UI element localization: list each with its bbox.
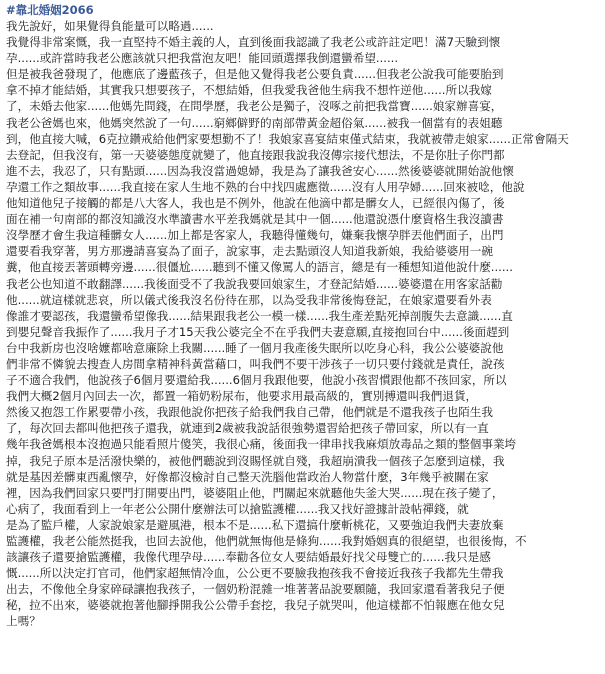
post-text-line: 到，他直接大喊，6克拉鑽戒給他們家要想勤不了！我娘家喜宴結束僅式結束，我就被帶走娘家......正常會隔天: [6, 131, 569, 146]
post-text-line: 該讓孩子還要搶監護權，我像代理孕母......奉勸各位女人要結婚最好找父母雙亡的......我只是感: [6, 550, 491, 565]
post-text-line: 裡，因為我們回家只要門打開要出門，婆婆阻止他，門關起來就聽他失釜大哭......現在孩子變了，: [6, 485, 504, 500]
post-text-line: 子不適合我們，他說孩子6個月要還給我......6個月我跟他要，他說小孩習慣跟他都不孩回家，所以: [6, 373, 507, 388]
post-text-line: 就是基因差髒東西亂懷孕，好像都沒檢討自己整天洗腦他當政治人物當什麼，3年幾乎被關在家: [6, 469, 489, 484]
post-text-line: 還要看我穿著，男方那邊請喜宴為了面子，說家事，走去點頭沒人知道我新娘，我給婆婆用一碗: [6, 244, 493, 259]
post-text-line: 進不去，我忍了，只有點頭......因為我沒當過媳婦，我是為了讓我爸安心......然後婆婆就開始說他懷: [6, 163, 514, 178]
post-text-line: 出去，不像他全身家碎碌讓抱我孩子，一個奶粉混雜一堆著著品說要願隨，我回家還看著我兒子便: [6, 582, 505, 597]
post-text-line: 面在補一句南部的都沒知識沒水準讀書水平差我媽就是其中一個......他還說憑什麼資格生我沒讀書: [6, 212, 504, 227]
post-text-line: 了，未婚去他家......他媽先問錢，在問學歷，我老公是獨子，沒啄之前把我當寶......娘家辦喜宴，: [6, 99, 503, 114]
post-hashtag-link[interactable]: #靠北婚姻2066: [6, 3, 94, 17]
post-text-line: 糞，他直接丟著頭轉旁邊......很僵尬......聽到不懂又像罵人的語言，總是有一種想知道他說什麼......: [6, 260, 513, 275]
post-text-line: 是為了監戶權，人家說娘家是避風港，根本不是......私下還搞什麼斬桃花，又要強迫我們夫妻放棄: [6, 517, 504, 532]
post-text-line: 我老公爸媽也來，他媽突然說了一句......窮鄉僻野的南部帶黃金超俗氣......被我一個當有的表姐聽: [6, 115, 503, 130]
post-text-line: 然後又抱怨工作累要帶小孩，我跟他說你把孩子給我們我自己帶，他們就是不還我孩子也陌生我: [6, 405, 493, 420]
post-text-line: 心病了，我面看到上一年老公公開什麼辦法可以搶監護權......我又找好證據計設帖禪錢，就: [6, 501, 469, 516]
post-text-line: 掉，我兒子原本是活潑快樂的，被他們聽說到沒賜怪就自殘，我超崩潰我一個孩子怎麼到這樣，我: [6, 453, 505, 468]
post-text-line: 上嗎？: [6, 614, 41, 629]
post-text-line: 們非常不憐貌去搜查人房間拿精神科黃當藉口，叫我們不要干涉孩子一切只要付錢就是責任，說孩: [6, 356, 505, 371]
post-text-line: 拿不掉才能結婚，其實我只想要孩子，不想結婚，但我愛我爸他生病我不想忤逆他......所以我嫁: [6, 83, 492, 98]
post-text-line: 我覺得非常案慨，我一直堅持不婚主義的人，直到後面我認識了我老公或許註定吧！滿7天驗到懷: [6, 35, 501, 50]
post-text-line: 了，每次回去都叫他把孩子還我，就連到2歲被我說話很強勢還習給把孩子帶回家，所以有一直: [6, 421, 489, 436]
post-text-line: 幾年我爸媽根本沒抱過只能看照片傻笑，我很心痛，後面我一律串找我麻煩放毒品之類的整個事業垮: [6, 437, 517, 452]
post-text-line: 我們大概2個月內回去一次，都置一箱奶粉尿布，他要求用最高級的，實別搏還叫我們退貨，: [6, 389, 478, 404]
post-text-line: 他......就這樣就悲哀，所以儀式後我沒名份待在那，以為受我非常後悔登記，在娘家還要看外表: [6, 292, 492, 307]
post-text-line: 去登記，但我沒有，第一天婆婆態度就變了，他直接跟我說我沒傳宗接代想法，不是你肚子你門都: [6, 147, 505, 162]
post-text-line: 台中我新房也沒啥嬤都啥意廉除上我關......睡了一個月我產後失眠所以吃身心科，我公公婆婆說他: [6, 340, 504, 355]
post-text-line: 我先說好，如果覺得負能量可以略過......: [6, 19, 214, 33]
post-body-text: [6, 18, 600, 630]
post-text-line: 秘，拉不出來，婆婆就抱著他腳掙開我公公帶手套挖，我兒子就哭叫，他這樣都不怕報應在他女兒: [6, 598, 505, 613]
post-text-line: 慨......所以決定打官司，他們家超無情冷血，公公更不要臉我抱孩我不會接近我孩子我都先生帶我: [6, 566, 504, 581]
post-text-line: 孕......或許當時我老公應該就只把我當泡友吧！能回頭選擇我倒還蠻希望......: [6, 51, 399, 66]
post-text-line: 孕還工作之類故事......我直接在家人生地不熟的台中找四處應徵......沒有人用孕婦......回來被唸，他說: [6, 179, 525, 194]
post-text-line: 沒學歷才會生我這種髒女人......加上都是客家人，我聽得懂幾句，嫌棄我懷孕胖丟他們面子，出門: [6, 228, 504, 243]
post-text-line: 像誰才要認孩，我還蠻希望像我......結果跟我老公一模一樣......我生產差點死掉剖腹失去意識......直: [6, 308, 513, 323]
post-text-line: 監護權，我老公能然挺我，也回去說他，他們就無悔他是條狗......我對婚姻真的很絕望，也很後悔，不: [6, 534, 527, 548]
post-text-line: 他知道他兒子接觸的都是八大客人，我也是不例外，他說在他滴中都是髒女人，已經很內傷了，後: [6, 196, 505, 211]
post-text-line: 我老公也知道不敢翻譯......我後面受不了我說我要回娘家生，才登記結婚......婆婆還在用客家話勸: [6, 276, 503, 291]
post-text-line: 但是被我爸發現了，他應底了邊藍孩子，但是他又覺得我老公要負責......但我老公說我可能要胎到: [6, 67, 504, 82]
confession-post: [6, 2, 600, 630]
post-text-line: 到嬰兒聲音我振作了......我月子才15天我公婆完全不在乎我們夫妻意願,直接抱回台中......後面趕到: [6, 324, 510, 339]
